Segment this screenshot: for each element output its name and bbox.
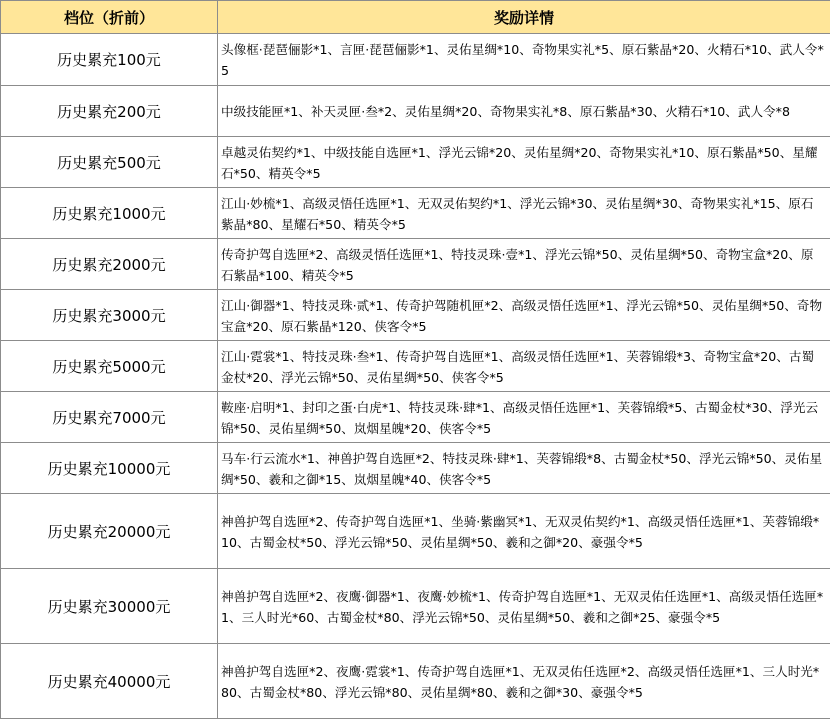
tier-cell: 历史累充30000元 [1,569,218,644]
reward-cell: 中级技能匣*1、补天灵匣·叁*2、灵佑星绸*20、奇物果实礼*8、原石紫晶*30、火精石*10、武人令*8 [218,86,830,137]
reward-cell: 神兽护驾自选匣*2、夜鹰·御器*1、夜鹰·妙梳*1、传奇护驾自选匣*1、无双灵佑任选匣*1、高级灵悟任选匣*1、三人时光*60、古蜀金杖*80、浮光云锦*50、灵佑星绸*50、羲和之御*25、豪强令*5 [218,569,830,644]
table-row [1,392,830,443]
table-row [1,188,830,239]
tier-cell: 历史累充100元 [1,34,218,86]
reward-cell: 鞍座·启明*1、封印之蛋·白虎*1、特技灵珠·肆*1、高级灵悟任选匣*1、芙蓉锦缎*5、古蜀金杖*30、浮光云锦*50、灵佑星绸*50、岚烟星魄*20、侠客令*5 [218,392,830,443]
tier-cell: 历史累充1000元 [1,188,218,239]
table-row [1,341,830,392]
reward-cell: 江山·霓裳*1、特技灵珠·叁*1、传奇护驾自选匣*1、高级灵悟任选匣*1、芙蓉锦缎*3、奇物宝盒*20、古蜀金杖*20、浮光云锦*50、灵佑星绸*50、侠客令*5 [218,341,830,392]
table-row [1,137,830,188]
table-row [1,239,830,290]
reward-cell: 传奇护驾自选匣*2、高级灵悟任选匣*1、特技灵珠·壹*1、浮光云锦*50、灵佑星绸*50、奇物宝盒*20、原石紫晶*100、精英令*5 [218,239,830,290]
header-reward: 奖励详情 [218,1,830,34]
reward-cell: 马车·行云流水*1、神兽护驾自选匣*2、特技灵珠·肆*1、芙蓉锦缎*8、古蜀金杖*50、浮光云锦*50、灵佑星绸*50、羲和之御*15、岚烟星魄*40、侠客令*5 [218,443,830,494]
table-row [1,290,830,341]
tier-cell: 历史累充200元 [1,86,218,137]
reward-cell: 卓越灵佑契约*1、中级技能自选匣*1、浮光云锦*20、灵佑星绸*20、奇物果实礼*10、原石紫晶*50、星耀石*50、精英令*5 [218,137,830,188]
reward-cell: 神兽护驾自选匣*2、夜鹰·霓裳*1、传奇护驾自选匣*1、无双灵佑任选匣*2、高级灵悟任选匣*1、三人时光*80、古蜀金杖*80、浮光云锦*80、灵佑星绸*80、羲和之御*30、豪强令*5 [218,644,830,719]
tier-cell: 历史累充3000元 [1,290,218,341]
table-header-row [1,1,830,34]
table-row [1,34,830,86]
tier-cell: 历史累充7000元 [1,392,218,443]
header-tier: 档位（折前） [1,1,218,34]
tier-cell: 历史累充2000元 [1,239,218,290]
tier-cell: 历史累充500元 [1,137,218,188]
reward-cell: 江山·御器*1、特技灵珠·贰*1、传奇护驾随机匣*2、高级灵悟任选匣*1、浮光云锦*50、灵佑星绸*50、奇物宝盒*20、原石紫晶*120、侠客令*5 [218,290,830,341]
table-row [1,569,830,644]
table-row [1,494,830,569]
table-row [1,443,830,494]
table-row [1,86,830,137]
reward-cell: 头像框·琵琶俪影*1、言匣·琵琶俪影*1、灵佑星绸*10、奇物果实礼*5、原石紫晶*20、火精石*10、武人令*5 [218,34,830,86]
reward-cell: 神兽护驾自选匣*2、传奇护驾自选匣*1、坐骑·紫幽冥*1、无双灵佑契约*1、高级灵悟任选匣*1、芙蓉锦缎*10、古蜀金杖*50、浮光云锦*50、灵佑星绸*50、羲和之御*20、豪强令*5 [218,494,830,569]
tier-cell: 历史累充5000元 [1,341,218,392]
tier-cell: 历史累充10000元 [1,443,218,494]
table-row [1,644,830,719]
tier-cell: 历史累充20000元 [1,494,218,569]
reward-cell: 江山·妙梳*1、高级灵悟任选匣*1、无双灵佑契约*1、浮光云锦*30、灵佑星绸*30、奇物果实礼*15、原石紫晶*80、星耀石*50、精英令*5 [218,188,830,239]
tier-cell: 历史累充40000元 [1,644,218,719]
